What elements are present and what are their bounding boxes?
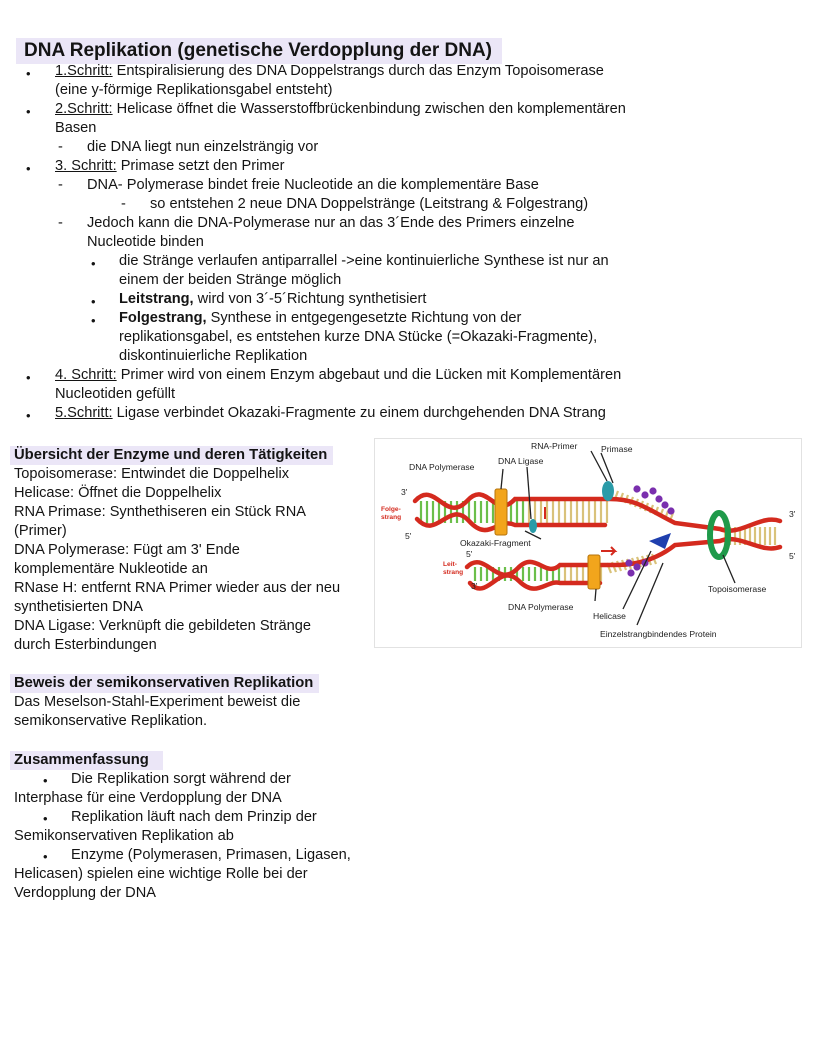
label-3prime: 3' — [401, 487, 408, 497]
label-helicase: Helicase — [593, 611, 626, 621]
step-3-sub2-line2: Nucleotide binden — [87, 234, 204, 250]
enzymes-heading: Übersicht der Enzyme und deren Tätigkeiten — [10, 446, 333, 465]
label-5prime: 5' — [789, 551, 796, 561]
label-3prime: 3' — [789, 509, 796, 519]
helicase — [649, 533, 671, 549]
ssb-protein — [649, 487, 656, 494]
step-3-sub1: DNA- Polymerase bindet freie Nucleotide an die komplementäre Base — [87, 177, 539, 193]
bullet: • — [43, 773, 48, 788]
proof-line: Das Meselson-Stahl-Experiment beweist die — [14, 694, 301, 710]
topoisomerase — [710, 513, 728, 557]
label-3prime: 3' — [471, 581, 478, 591]
ssb-protein — [627, 569, 634, 576]
step-3-bullet1: die Stränge verlaufen antiparrallel ->eine kontinuierliche Synthese ist nur an — [119, 253, 609, 269]
label-folgestrang: strang — [381, 514, 402, 521]
step-3-bullet1-line2: einem der beiden Stränge möglich — [119, 272, 342, 288]
label-dna-polymerase-top: DNA Polymerase — [409, 462, 475, 472]
ssb-protein — [655, 495, 662, 502]
bullet: • — [26, 104, 31, 119]
dna-ligase — [529, 519, 537, 533]
enzyme-line: RNA Primase: Synthethiseren ein Stück RNA — [14, 504, 306, 520]
rna-primase — [602, 481, 614, 501]
enzyme-line: synthetisierten DNA — [14, 599, 143, 615]
bullet: • — [26, 408, 31, 423]
step-3-bullet3-line2: replikationsgabel, es entstehen kurze DNA Stücke (=Okazaki-Fragmente), — [119, 329, 598, 345]
ssb-protein — [667, 507, 674, 514]
replication-fork-diagram — [374, 438, 802, 648]
pointer-line — [601, 453, 613, 483]
bullet: • — [26, 66, 31, 81]
bullet: • — [26, 370, 31, 385]
label-5prime: 5' — [405, 531, 412, 541]
label-folgestrang: Folge- — [381, 506, 401, 513]
bullet: • — [91, 256, 96, 271]
ssb-protein — [661, 501, 668, 508]
dna-polymerase-bottom — [588, 555, 600, 589]
enzyme-line: DNA Polymerase: Fügt am 3' Ende — [14, 542, 240, 558]
proof-heading: Beweis der semikonservativen Replikation — [10, 674, 319, 693]
step-5: 5.Schritt: Ligase verbindet Okazaki-Fragmente zu einem durchgehenden DNA Strang — [55, 405, 606, 421]
enzyme-line: RNase H: entfernt RNA Primer wieder aus der neu — [14, 580, 341, 596]
pointer-line — [501, 469, 503, 489]
label-topoisomerase: Topoisomerase — [708, 584, 767, 594]
bullet: • — [26, 161, 31, 176]
step-3-sub2: Jedoch kann die DNA-Polymerase nur an das 3´Ende des Primers einzelne — [87, 215, 575, 231]
step-2-line2: Basen — [55, 120, 97, 136]
dash: - — [121, 196, 126, 212]
page-title: DNA Replikation (genetische Verdopplung der DNA) — [16, 38, 502, 64]
summary-line: Semikonservativen Replikation ab — [14, 828, 234, 844]
step-3: 3. Schritt: Primase setzt den Primer — [55, 158, 285, 174]
bullet: • — [43, 849, 48, 864]
ssb-protein — [633, 485, 640, 492]
enzyme-line: Topoisomerase: Entwindet die Doppelhelix — [14, 466, 290, 482]
enzyme-line: Helicase: Öffnet die Doppelhelix — [14, 485, 222, 501]
step-3-bullet2: Leitstrang, wird von 3´-5´Richtung synthetisiert — [119, 291, 427, 307]
label-ssb-protein: Einzelstrangbindendes Protein — [600, 629, 717, 639]
enzyme-line: komplementäre Nukleotide an — [14, 561, 208, 577]
summary-line: Helicasen) spielen eine wichtige Rolle bei der — [14, 866, 308, 882]
summary-line: Verdopplung der DNA — [14, 885, 156, 901]
pointer-line — [723, 555, 735, 583]
step-1: 1.Schritt: Entspiralisierung des DNA Doppelstrangs durch das Enzym Topoisomerase — [55, 63, 604, 79]
step-4: 4. Schritt: Primer wird von einem Enzym abgebaut und die Lücken mit Komplementären — [55, 367, 622, 383]
summary-line: Replikation läuft nach dem Prinzip der — [71, 809, 317, 825]
summary-line: Enzyme (Polymerasen, Primasen, Ligasen, — [71, 847, 351, 863]
step-1-line2: (eine y-förmige Replikationsgabel entsteht) — [55, 82, 333, 98]
step-2: 2.Schritt: Helicase öffnet die Wasserstoffbrückenbindung zwischen den komplementären — [55, 101, 626, 117]
pointer-line — [595, 589, 596, 601]
label-leitstrang: Leit- — [443, 561, 457, 568]
step-2-sub: die DNA liegt nun einzelsträngig vor — [87, 139, 319, 155]
enzyme-line: DNA Ligase: Verknüpft die gebildeten Stränge — [14, 618, 311, 634]
step-3-bullet3-line3: diskontinuierliche Replikation — [119, 348, 308, 364]
bullet: • — [91, 294, 96, 309]
label-5prime: 5' — [466, 549, 473, 559]
pointer-line — [591, 451, 607, 481]
ssb-protein — [633, 563, 640, 570]
label-rna-primer: RNA-Primer — [531, 441, 578, 451]
bullet: • — [91, 313, 96, 328]
bullet: • — [43, 811, 48, 826]
summary-heading: Zusammenfassung — [10, 751, 163, 770]
ssb-protein — [625, 559, 632, 566]
enzyme-line: (Primer) — [14, 523, 67, 539]
step-3-sub1a: so entstehen 2 neue DNA Doppelstränge (Leitstrang & Folgestrang) — [150, 196, 589, 212]
enzyme-line: durch Esterbindungen — [14, 637, 157, 653]
summary-line: Die Replikation sorgt während der — [71, 771, 291, 787]
label-okazaki-fragment: Okazaki-Fragment — [460, 538, 531, 548]
primer-arrow-bottom — [601, 547, 615, 555]
dash: - — [58, 177, 63, 193]
step-4-line2: Nucleotiden gefüllt — [55, 386, 176, 402]
label-dna-polymerase-bottom: DNA Polymerase — [508, 602, 574, 612]
proof-line: semikonservative Replikation. — [14, 713, 208, 729]
ssb-protein — [641, 491, 648, 498]
dna-polymerase-top — [495, 489, 507, 535]
dash: - — [58, 139, 63, 155]
step-3-bullet3: Folgestrang, Synthese in entgegengesetzte Richtung von der — [119, 310, 522, 326]
label-dna-ligase: DNA Ligase — [498, 456, 544, 466]
label-leitstrang: strang — [443, 569, 464, 576]
label-primase: Primase — [601, 444, 633, 454]
dash: - — [58, 215, 63, 231]
summary-line: Interphase für eine Verdopplung der DNA — [14, 790, 282, 806]
